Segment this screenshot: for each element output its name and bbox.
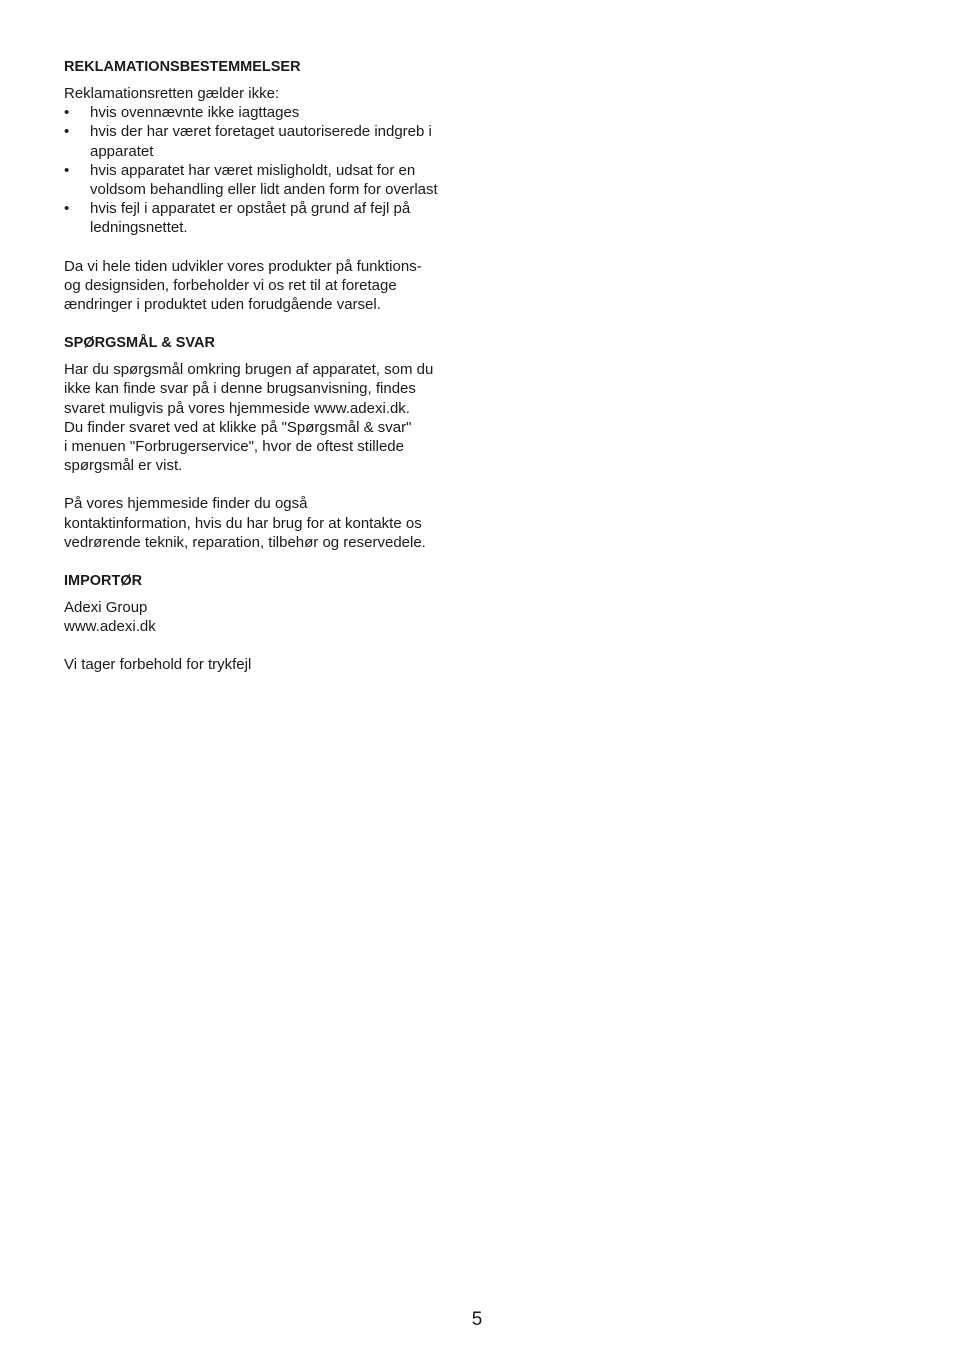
section-heading-importer: IMPORTØR <box>64 573 143 590</box>
bullet-icon: • <box>64 161 70 179</box>
bullet-item <box>64 122 474 160</box>
reklamation-bullet-list <box>64 103 474 237</box>
importer-website: www.adexi.dk <box>64 618 156 636</box>
bullet-item <box>64 103 474 122</box>
paragraph-line: svaret muligvis på vores hjemmeside www.adexi.dk. <box>64 399 410 417</box>
section-heading-reklamation: REKLAMATIONSBESTEMMELSER <box>64 59 301 75</box>
bullet-text-line: hvis der har været foretaget uautoriserede indgreb i <box>90 123 432 141</box>
section-importer <box>64 572 474 675</box>
paragraph-line: ikke kan finde svar på i denne brugsanvisning, findes <box>64 380 416 398</box>
faq-paragraph-1 <box>64 360 474 475</box>
section-heading-faq: SPØRGSMÅL & SVAR <box>64 335 215 352</box>
reklamation-intro: Reklamationsretten gælder ikke: <box>64 85 280 102</box>
bullet-icon: • <box>64 200 70 218</box>
page-number: 5 <box>471 1309 483 1330</box>
bullet-text-line: hvis apparatet har været misligholdt, udsat for en <box>90 161 416 179</box>
bullet-text-line: hvis fejl i apparatet er opstået på grund af fejl på <box>90 200 411 218</box>
paragraph-line: Du finder svaret ved at klikke på "Spørgsmål & svar" <box>64 418 412 436</box>
paragraph-line: Har du spørgsmål omkring brugen af apparatet, som du <box>64 361 434 379</box>
bullet-icon: • <box>64 123 70 141</box>
section-faq <box>64 334 474 552</box>
section-reklamation <box>64 58 474 314</box>
bullet-icon: • <box>64 104 70 122</box>
document-column <box>64 58 474 675</box>
paragraph-line: spørgsmål er vist. <box>64 457 183 475</box>
bullet-text-line: voldsom behandling eller lidt anden form for overlast <box>90 181 438 199</box>
paragraph-line: Da vi hele tiden udvikler vores produkter på funktions- <box>64 257 422 275</box>
bullet-text-line: apparatet <box>90 142 154 160</box>
paragraph-line: og designsiden, forbeholder vi os ret til at foretage <box>64 276 397 294</box>
importer-details <box>64 598 474 636</box>
paragraph-line: På vores hjemmeside finder du også <box>64 495 308 513</box>
bullet-text-line: ledningsnettet. <box>90 219 188 237</box>
print-disclaimer: Vi tager forbehold for trykfejl <box>64 656 252 674</box>
importer-company: Adexi Group <box>64 599 148 617</box>
paragraph-line: vedrørende teknik, reparation, tilbehør og reservedele. <box>64 533 426 551</box>
reklamation-paragraph <box>64 257 474 315</box>
paragraph-line: ændringer i produktet uden forudgående varsel. <box>64 296 381 314</box>
bullet-item <box>64 161 474 199</box>
paragraph-line: kontaktinformation, hvis du har brug for at kontakte os <box>64 514 422 532</box>
paragraph-line: i menuen "Forbrugerservice", hvor de oftest stillede <box>64 438 404 456</box>
faq-paragraph-2 <box>64 494 474 552</box>
bullet-text-line: hvis ovennævnte ikke iagttages <box>90 104 300 122</box>
bullet-item <box>64 199 474 237</box>
